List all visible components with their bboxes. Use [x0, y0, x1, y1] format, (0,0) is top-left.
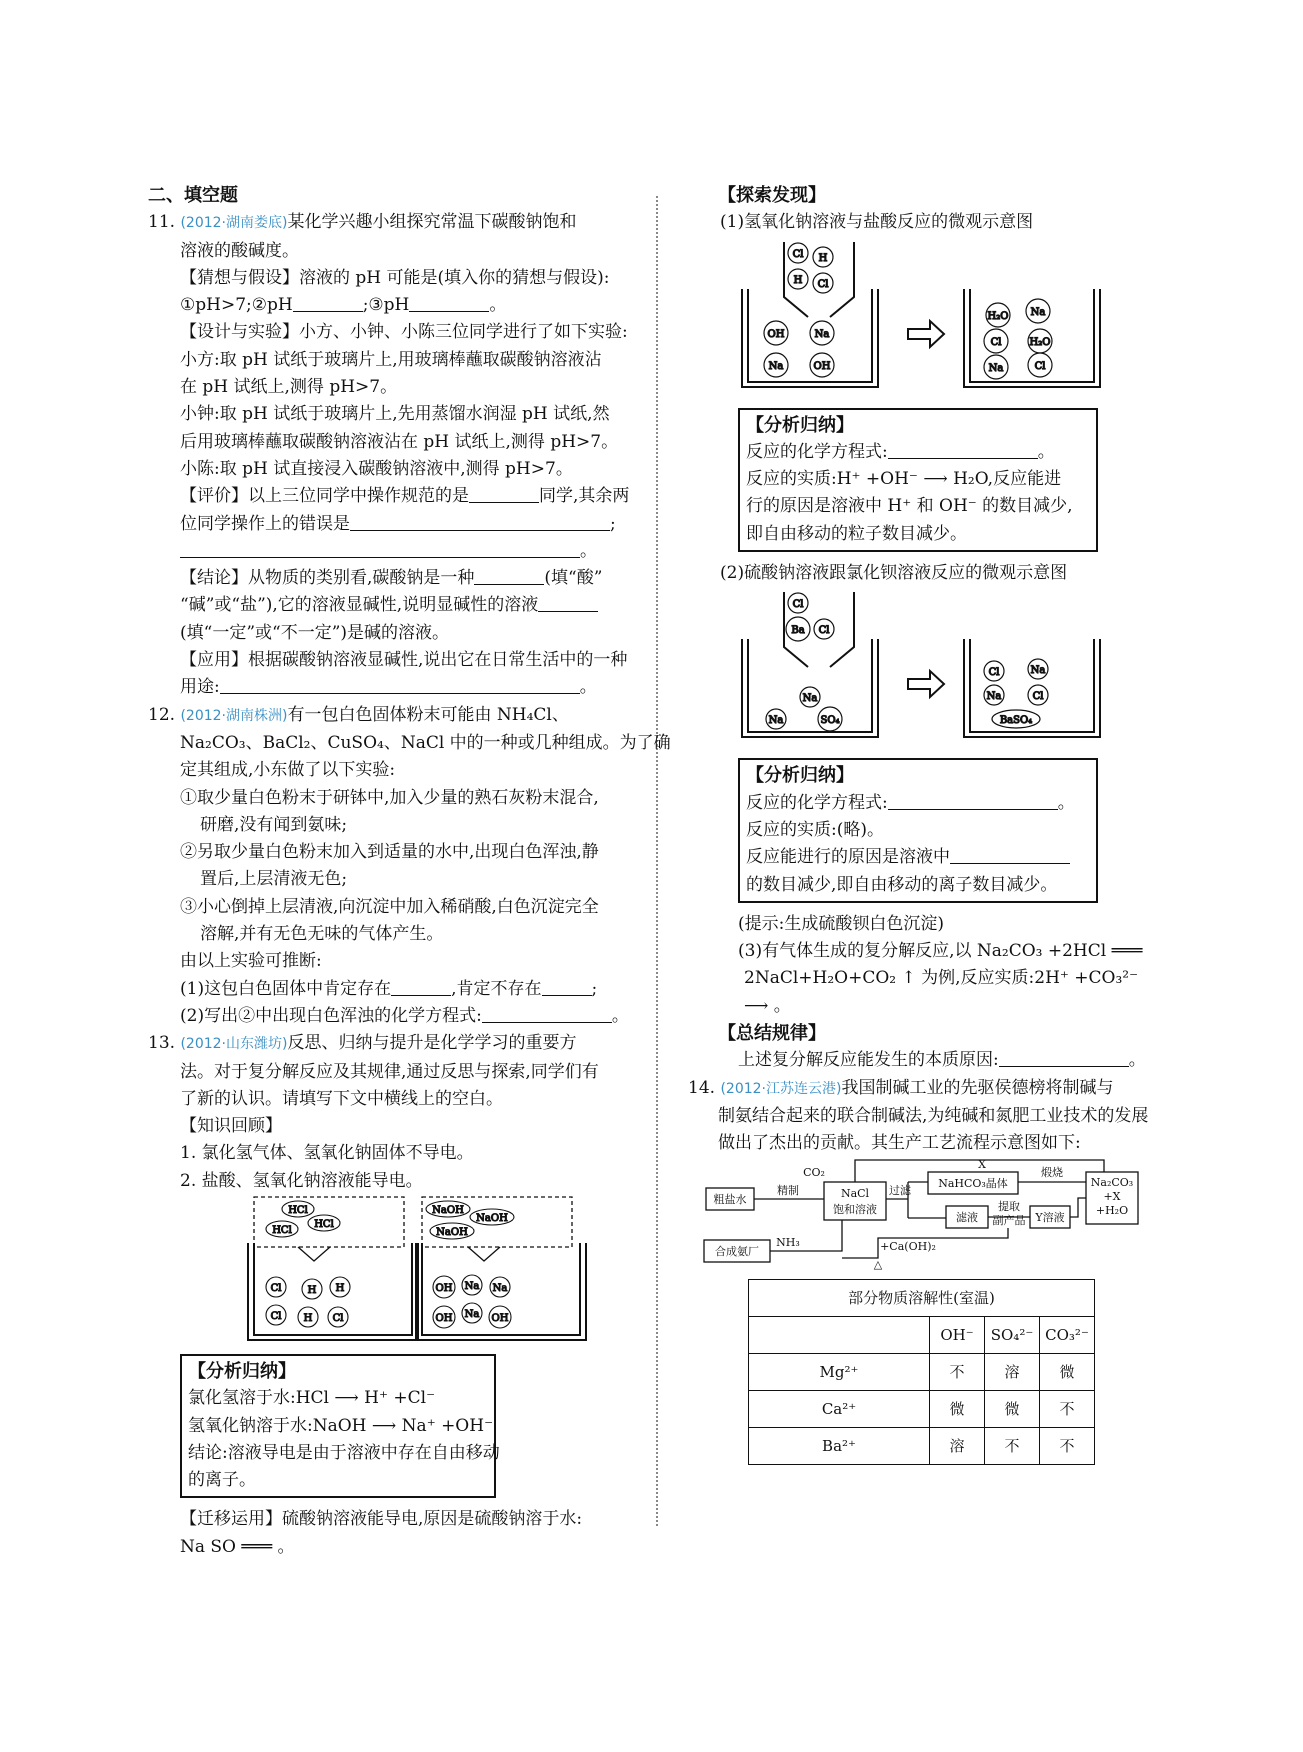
text-line [148, 592, 640, 619]
table-cell: 溶 [930, 1427, 985, 1464]
line-text: 小方:取 pH 试纸于玻璃片上,用玻璃棒蘸取碳酸钠溶液沾 [180, 349, 602, 370]
flow-prod3: +H₂O [1095, 1203, 1129, 1217]
line-text: (填“一定”或“不一定”)是碱的溶液。 [180, 622, 450, 643]
answer-blank[interactable] [538, 594, 598, 612]
table-row [749, 1390, 1095, 1427]
question-source: (2012·山东潍坊) [180, 1036, 288, 1053]
box3-line: 的数目减少,即自由移动的离子数目减少。 [746, 874, 1058, 895]
line-text: 同学,其余两 [539, 486, 630, 507]
text-line [148, 401, 640, 428]
transfer-line: Na SO ═══ 。 [180, 1536, 295, 1557]
svg-text:Cl: Cl [792, 248, 804, 260]
svg-text:Na: Na [814, 328, 830, 340]
answer-blank[interactable] [350, 513, 610, 531]
explore-item-2: (2)硫酸钠溶液跟氯化钡溶液反应的微观示意图 [720, 563, 1068, 584]
svg-text:Cl: Cl [1032, 691, 1044, 703]
answer-blank[interactable] [469, 485, 539, 503]
transfer-line: 【迁移运用】硫酸钠溶液能导电,原因是硫酸钠溶于水: [180, 1509, 583, 1530]
svg-text:NaOH: NaOH [436, 1226, 468, 1238]
flow-caoh: +Ca(OH)₂ [880, 1239, 936, 1253]
box1-line: 氯化氢溶于水:HCl ⟶ H⁺ +Cl⁻ [188, 1388, 436, 1409]
text-line [148, 647, 640, 674]
svg-text:H: H [793, 274, 803, 286]
summary-heading: 【总结规律】 [718, 1023, 826, 1045]
svg-text:HCl: HCl [288, 1204, 308, 1216]
line-text: 了新的认识。请填写下文中横线上的空白。 [180, 1088, 503, 1109]
answer-blank[interactable] [888, 441, 1038, 459]
analysis-box-1 [180, 1354, 500, 1498]
box3-reason: 反应能进行的原因是溶液中 [746, 847, 950, 868]
svg-text:H: H [303, 1312, 313, 1324]
svg-text:Cl: Cl [1034, 360, 1046, 372]
text-line [148, 374, 640, 401]
box1-title: 【分析归纳】 [188, 1360, 296, 1382]
flow-extract1: 提取 [998, 1199, 1020, 1213]
line-text: 【评价】以上三位同学中操作规范的是 [180, 486, 469, 507]
line-text: 。 [611, 1005, 629, 1026]
flow-nh3: NH₃ [776, 1235, 800, 1249]
table-title: 部分物质溶解性(室温) [749, 1279, 1095, 1316]
box2-eq-label: 反应的化学方程式: [746, 441, 888, 462]
flow-filter: 过滤 [889, 1183, 911, 1197]
text-line [148, 948, 640, 975]
text-line [148, 1059, 640, 1086]
line-text: 反思、归纳与提升是化学学习的重要方 [287, 1033, 577, 1054]
question-11 [148, 209, 640, 237]
question-13 [148, 1030, 640, 1058]
na2so4-bacl2-diagram [718, 587, 1168, 747]
box1-line: 结论:溶液导电是由于溶液中存在自由移动 [188, 1442, 500, 1463]
text-line [148, 319, 640, 346]
table-header-cell: CO₃²⁻ [1040, 1316, 1095, 1353]
svg-text:H₂O: H₂O [987, 310, 1009, 322]
answer-blank[interactable] [482, 1005, 612, 1023]
table-cell: Ca²⁺ [749, 1390, 930, 1427]
svg-text:Cl: Cl [792, 599, 804, 611]
line-text: ; [591, 978, 598, 999]
flow-nacl1: NaCl [840, 1186, 870, 1200]
flow-prod2: +X [1103, 1189, 1121, 1203]
box2-line: 行的原因是溶液中 H⁺ 和 OH⁻ 的数目减少, [746, 496, 1073, 517]
svg-text:Cl: Cl [270, 1310, 282, 1322]
explore-heading: 【探索发现】 [718, 185, 826, 206]
text-line [148, 483, 640, 510]
flow-co2: CO₂ [803, 1165, 825, 1179]
text-line [148, 347, 640, 374]
text-line [148, 921, 640, 948]
text-line [148, 1140, 640, 1167]
question-14-line: 制氨结合起来的联合制碱法,为纯碱和氮肥工业技术的发展 [718, 1105, 1149, 1126]
column-divider [656, 196, 658, 1526]
line-text: 用途: [180, 677, 220, 698]
svg-text:Cl: Cl [817, 278, 829, 290]
text-line [148, 757, 640, 784]
table-cell: 微 [1040, 1353, 1095, 1390]
table-header-cell [749, 1316, 930, 1353]
flow-x: X [978, 1157, 986, 1171]
table-cell: 不 [930, 1353, 985, 1390]
table-cell: 不 [1040, 1427, 1095, 1464]
line-text: 小钟:取 pH 试纸于玻璃片上,先用蒸馏水润湿 pH 试纸,然 [180, 404, 610, 425]
question-source: (2012·湖南株洲) [180, 707, 288, 724]
answer-blank[interactable] [474, 567, 544, 585]
section-title [148, 182, 640, 209]
svg-text:Na: Na [1030, 665, 1046, 677]
svg-text:HCl: HCl [272, 1224, 292, 1236]
flow-filtrate: 滤液 [956, 1210, 978, 1224]
svg-text:Na: Na [464, 1280, 480, 1292]
text-line [148, 565, 640, 592]
line-text: 置后,上层清液无色; [200, 869, 348, 890]
svg-text:Na: Na [988, 362, 1004, 374]
table-cell: Mg²⁺ [749, 1353, 930, 1390]
box2-line: 反应的实质:H⁺ +OH⁻ ⟶ H₂O,反应能进 [746, 469, 1062, 490]
text-line [148, 730, 671, 757]
line-text: ①pH>7;②pH [180, 295, 293, 316]
question-source: (2012·湖南娄底) [180, 215, 288, 232]
text-line [148, 511, 640, 538]
flow-crude: 粗盐水 [713, 1192, 747, 1206]
conductivity-diagram [148, 1195, 640, 1348]
table-cell: 微 [985, 1390, 1040, 1427]
svg-text:Na: Na [802, 693, 818, 705]
box3-line [746, 844, 1090, 871]
question-number: 12. [148, 704, 176, 725]
table-cell: Ba²⁺ [749, 1427, 930, 1464]
line-text: 二、填空题 [148, 185, 238, 206]
svg-text:Cl: Cl [988, 667, 1000, 679]
flow-extract2: 副产品 [992, 1213, 1026, 1227]
line-text: 。 [580, 540, 597, 561]
line-text: “碱”或“盐”),它的溶液显碱性,说明显碱性的溶液 [180, 595, 539, 616]
answer-blank[interactable] [220, 676, 580, 694]
line-text: 溶解,并有无色无味的气体产生。 [200, 924, 444, 945]
box3-line: 反应的实质:(略)。 [746, 819, 884, 840]
summary-line: 上述复分解反应能发生的本质原因: 。 [738, 1050, 1146, 1071]
svg-text:Cl: Cl [818, 625, 830, 637]
line-text: 由以上实验可推断: [180, 951, 322, 972]
svg-text:OH: OH [435, 1312, 453, 1324]
answer-blank[interactable] [180, 540, 580, 558]
question-source: (2012·江苏连云港) [720, 1080, 842, 1097]
line-text: ;③pH [362, 295, 410, 316]
svg-text:OH: OH [435, 1282, 453, 1294]
line-text: (2)写出②中出现白色浑浊的化学方程式: [180, 1005, 482, 1026]
text-line [148, 456, 640, 483]
analysis-box-3 [738, 758, 1098, 902]
table-header-cell: OH⁻ [930, 1316, 985, 1353]
text-line [148, 265, 640, 292]
explore-item-3-blank: ⟶ 。 [744, 995, 791, 1016]
line-text: ,肯定不存在 [451, 978, 542, 999]
explore-item-3-cont: 2NaCl+H₂O+CO₂ ↑ 为例,反应实质:2H⁺ +CO₃²⁻ [744, 968, 1139, 989]
line-text: (填“酸” [544, 568, 603, 589]
line-text: ②另取少量白色粉末加入到适量的水中,出现白色浑浊,静 [180, 842, 599, 863]
text-line [148, 429, 640, 456]
line-text: 【应用】根据碳酸钠溶液显碱性,说出它在日常生活中的一种 [180, 650, 628, 671]
svg-text:HCl: HCl [314, 1218, 334, 1230]
text-line [148, 976, 640, 1003]
table-header-cell: SO₄²⁻ [985, 1316, 1040, 1353]
svg-text:H: H [818, 252, 828, 264]
table-cell: 不 [1040, 1390, 1095, 1427]
flow-calc: 煅烧 [1041, 1165, 1063, 1179]
answer-blank[interactable] [888, 792, 1058, 810]
table-row [749, 1353, 1095, 1390]
flow-nh3plant: 合成氨厂 [715, 1244, 759, 1258]
svg-text:Cl: Cl [990, 336, 1002, 348]
line-text: 【猜想与假设】溶液的 pH 可能是(填入你的猜想与假设): [180, 267, 610, 288]
answer-blank[interactable] [391, 978, 451, 996]
left-column [148, 182, 671, 1561]
line-text: 在 pH 试纸上,测得 pH>7。 [180, 377, 398, 398]
line-text: 有一包白色固体粉末可能由 NH₄Cl、 [287, 704, 569, 725]
line-text: 后用玻璃棒蘸取碳酸钠溶液沾在 pH 试纸上,测得 pH>7。 [180, 431, 619, 452]
question-text: 我国制碱工业的先驱侯德榜将制碱与 [841, 1077, 1114, 1098]
line-text: 【设计与实验】小方、小钟、小陈三位同学进行了如下实验: [180, 322, 628, 343]
question-number: 14. [688, 1077, 716, 1098]
line-text: 。 [579, 677, 597, 698]
text-line [148, 785, 640, 812]
question-number: 11. [148, 212, 176, 233]
table-cell: 不 [985, 1427, 1040, 1464]
svg-text:Cl: Cl [332, 1312, 344, 1324]
right-column [688, 182, 1168, 1465]
svg-text:Na: Na [1030, 306, 1046, 318]
svg-text:Na: Na [986, 691, 1002, 703]
explore-item-3: (3)有气体生成的复分解反应,以 Na₂CO₃ +2HCl ═══ [738, 941, 1143, 962]
text-line [148, 238, 640, 265]
flow-nahco3: NaHCO₃晶体 [938, 1176, 1008, 1190]
question-14 [688, 1075, 1168, 1103]
line-text: 【知识回顾】 [180, 1116, 282, 1137]
line-text: 研磨,没有闻到氨味; [200, 814, 348, 835]
flow-y: Y溶液 [1035, 1210, 1065, 1224]
text-line [148, 674, 640, 701]
box3-title: 【分析归纳】 [746, 765, 854, 787]
flow-refine: 精制 [777, 1183, 799, 1197]
svg-text:Na: Na [464, 1308, 480, 1320]
hint-line: (提示:生成硫酸钡白色沉淀) [738, 913, 944, 934]
line-text: (1)这包白色固体中肯定存在 [180, 978, 392, 999]
line-text: 。 [489, 295, 507, 316]
svg-text:OH: OH [767, 328, 785, 340]
box2-line: 即自由移动的粒子数目减少。 [746, 523, 967, 544]
svg-text:SO₄: SO₄ [820, 715, 840, 727]
svg-text:OH: OH [813, 360, 831, 372]
text-line [148, 1086, 640, 1113]
line-text: ③小心倒掉上层清液,向沉淀中加入稀硝酸,白色沉淀完全 [180, 896, 599, 917]
flow-nacl2: 饱和溶液 [833, 1202, 877, 1216]
table-header-row [749, 1316, 1095, 1353]
flow-prod1: Na₂CO₃ [1090, 1175, 1134, 1189]
box1-line: 氢氧化钠溶于水:NaOH ⟶ Na⁺ +OH⁻ [188, 1415, 494, 1436]
svg-text:NaOH: NaOH [432, 1204, 464, 1216]
box3-line: 反应的化学方程式: 。 [746, 792, 1075, 813]
line-text: 溶液的酸碱度。 [180, 240, 299, 261]
naoh-hcl-diagram [718, 237, 1168, 397]
table-row [749, 1427, 1095, 1464]
summary-text: 上述复分解反应能发生的本质原因: [738, 1050, 999, 1071]
svg-text:Na: Na [768, 360, 784, 372]
text-line [148, 1168, 640, 1195]
explore-item-1: (1)氢氧化钠溶液与盐酸反应的微观示意图 [720, 212, 1034, 233]
box2-line: 反应的化学方程式: 。 [746, 441, 1055, 462]
svg-text:Ba: Ba [791, 625, 805, 637]
analysis-box-2 [738, 408, 1098, 552]
text-line [148, 620, 640, 647]
line-text: 某化学兴趣小组探究常温下碳酸钠饱和 [287, 212, 577, 233]
text-line [148, 839, 640, 866]
line-text: Na₂CO₃、BaCl₂、CuSO₄、NaCl 中的一种或几种组成。为了确 [180, 732, 671, 753]
question-number: 13. [148, 1033, 176, 1054]
svg-text:Cl: Cl [270, 1282, 282, 1294]
svg-text:H: H [307, 1284, 317, 1296]
svg-text:NaOH: NaOH [476, 1212, 508, 1224]
answer-blank[interactable] [999, 1049, 1129, 1067]
text-line [148, 1003, 640, 1030]
text-line [148, 866, 640, 893]
question-14-line: 做出了杰出的贡献。其生产工艺流程示意图如下: [718, 1133, 1081, 1154]
flow-diagram [702, 1158, 1162, 1270]
line-text: 位同学操作上的错误是 [180, 513, 350, 534]
answer-blank[interactable] [409, 294, 489, 312]
line-text: 1. 氯化氢气体、氢氧化钠固体不导电。 [180, 1143, 474, 1164]
table-cell: 溶 [985, 1353, 1040, 1390]
svg-text:Na: Na [492, 1282, 508, 1294]
svg-text:H: H [335, 1282, 345, 1294]
text-line [148, 1113, 640, 1140]
line-text: 【结论】从物质的类别看,碳酸钠是一种 [180, 568, 475, 589]
line-text: 2. 盐酸、氢氧化钠溶液能导电。 [180, 1170, 423, 1191]
text-line [148, 812, 640, 839]
flow-delta: △ [873, 1257, 883, 1270]
svg-text:Na: Na [768, 715, 784, 727]
line-text: ; [610, 513, 616, 534]
svg-text:BaSO₄: BaSO₄ [999, 715, 1033, 727]
answer-blank[interactable] [293, 294, 363, 312]
box1-line: 的离子。 [188, 1470, 256, 1491]
line-text: 法。对于复分解反应及其规律,通过反思与探索,同学们有 [180, 1061, 599, 1082]
svg-text:OH: OH [491, 1312, 509, 1324]
solubility-table [748, 1279, 1095, 1465]
line-text: ①取少量白色粉末于研钵中,加入少量的熟石灰粉末混合, [180, 787, 599, 808]
question-12 [148, 702, 640, 730]
line-text: 小陈:取 pH 试直接浸入碳酸钠溶液中,测得 pH>7。 [180, 458, 573, 479]
line-text: 定其组成,小东做了以下实验: [180, 760, 396, 781]
text-line [148, 292, 640, 319]
table-cell: 微 [930, 1390, 985, 1427]
box3-eq-label: 反应的化学方程式: [746, 792, 888, 813]
answer-blank[interactable] [542, 978, 592, 996]
text-line [148, 538, 640, 565]
text-line [148, 894, 640, 921]
box2-title: 【分析归纳】 [746, 414, 854, 436]
answer-blank[interactable] [950, 846, 1070, 864]
svg-text:H₂O: H₂O [1029, 336, 1051, 348]
